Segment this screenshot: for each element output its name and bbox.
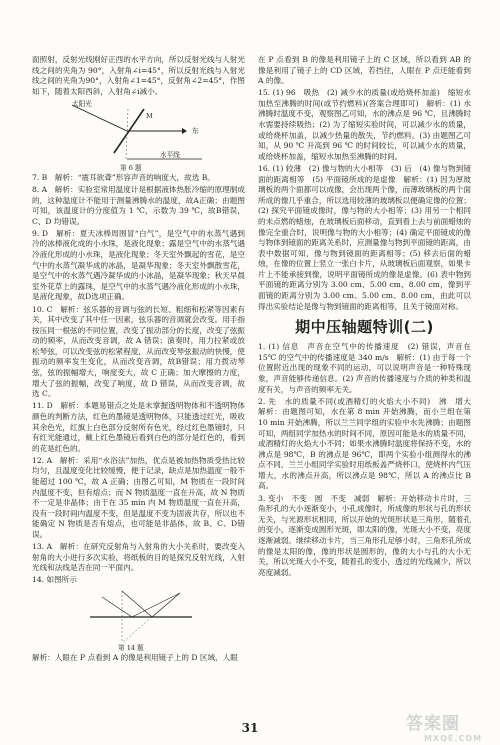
sun-label: 太阳光 — [72, 99, 92, 108]
section-title: 期中压轴题特训(二) — [295, 318, 434, 337]
mirror-label: M — [146, 111, 153, 120]
virtual-ray — [122, 617, 152, 643]
answer-7: 7. B 解析：“震耳欲聋”形容声音的响度大，故选 B。 — [32, 172, 215, 182]
arrow-head — [182, 128, 187, 134]
watermark-logo — [404, 714, 500, 745]
figure-q6 — [32, 99, 245, 173]
answer-8: 8. A 解析：实验室常用温度计是根据液体热胀冷缩的原理制成的，这种温度计不能用于测量沸腾水的温度，故A正确；由题图可知，该温度计的分度值为 1 ℃，示数为 39 ℃，故B错误，C、D 均错误。 — [32, 184, 245, 226]
reflection-diagram — [32, 99, 245, 173]
figure-caption: 第 6 题 — [120, 163, 142, 172]
answer-continued: 在 P 点看到 B 的像是利用镜子上的 C 区域，所以看到 AB 的像是利用了镜子上的 CD 区域，若挡住，人眼在 P 点还能看到 A 的像。 — [258, 55, 471, 86]
east-label: 东 — [192, 126, 199, 135]
watermark-text: 答案圈 — [406, 714, 460, 734]
ray-c — [102, 597, 132, 617]
horizon-label: 水平线 — [160, 150, 180, 159]
figure-caption: 第 14 题 — [118, 644, 144, 653]
answer-16: 16. (1) 较薄 (2) 像与物的大小相等 (3) 后 (4) 像与物到镜面的距离相等 (5) 平面镜所成的是虚像 解析：(1) 因为厚玻璃板的两个面都可以成像，会出现两个像，而薄玻璃板的两个面所成的像几乎重合，所以选用较薄的玻璃板以便确定像的位置；(2) 探究平面镜成像时，像与物的大小相等；(3) 用另一个相同的未点燃的蜡烛，在玻璃板后面移动，直到看上去与前面蜡烛的像完全重合时，说明像与物的大小相等；(4) 确定平面镜成的像与物体到镜面的距离关系时，应测量像与物到平面镜的距离，由表中数据可知，像与物到镜面的距离相等；(5) 移去后面的蜡烛，在像的位置上竖立一张白卡片，从玻璃板后面观察，如果卡片上不能承接到像，说明平面镜所成的像是虚像。(6) 表中物到平面镜的距离分别为 3.00 cm、5.00 cm、8.00 cm，像到平面镜的距离分别为 3.00 cm、5.00 cm、8.00 cm，由此可以得出实验结论是像与物到镜面的距离相等，且关于镜面对称。 — [258, 163, 471, 311]
right-column — [258, 55, 479, 580]
left-column — [32, 55, 245, 666]
answer-14-analysis: 解析：人眼在 P 点看到 A 的像是利用镜子上的 D 区域，人眼 — [32, 653, 238, 663]
answer-13: 13. A 解析：在研究反射角与入射角的大小关系时，要改变入射角的大小进行多次实验，将纸板的目的是探究反射光线，入射光线和法线是否在同一平面内。 — [32, 542, 245, 573]
page-number: 31 — [241, 721, 259, 735]
answer-12: 12. A 解析：采用“水浴法”加热，优点是被加热物质受热比较均匀，且温度变化比较缓慢，便于记录，缺点是加热温度一般不能超过 100 ℃，故 A 正确；由图乙可知，M 物质在一段时间内温度不变，但有熔点；而 N 物质温度一直在升高，故 N 物质不一定是非晶体；由于在 35 min 内 M 物质温度一直在升高，没有一段时间内温度不变，但是温度不变为固液共存，所以也不能确定 N 物质是否有熔点，也可能是非晶体，故 B、C、D错误。 — [32, 455, 245, 539]
answer-s2: 2. 先 水的质量不同(或酒精灯的火焰大小不同) 沸 增大 解析：由题图可知，水在第 8 min 开始沸腾，而小兰组在第 10 min 开始沸腾，所以兰兰同学组的实验中水先沸腾；由题图可知，两组同学加热水的时间不同，原因可能是水的质量不同，或酒精灯的火焰大小不同；如果水沸腾时温度将保持不变，水的沸点是 98℃，B 的沸点是 96℃，即两个实验小组测得水的沸点不同，兰兰小组同学实验时用纸板盖严烧杯口，使烧杯内气压增大，水的沸点升高，所以沸点是 98℃，所以 A 的沸点比 B 高。 — [258, 396, 479, 491]
answer-s1: 1. (1) 信息 声音在空气中的传播速度 (2) 错误，声音在 15℃ 的空气中的传播速度是 340 m/s 解析：(1) 由于每一个位置附近出现的现象不同的运动，可以说明声音是一种特殊现象，声音能够传递信息。(2) 声音的传播速度与介质的种类和温度有关，与声音的频率无关。 — [258, 342, 471, 394]
answer-11: 11. D 解析：本题易错点之处是未掌握透明物体和不透明物体颜色的判断方法，红色的墨镜是透明物体，只能透过红光，吸收其余色光，红旗上白色部分反射所有色光，经过红色墨镜时，只有红光能通过，戴上红色墨镜后看到白色的部分是红色的，看到的花是红色的。 — [32, 401, 245, 453]
watermark-url: MXQE.COM — [424, 734, 483, 743]
figure-q14 — [32, 587, 245, 653]
answer-continued: 面照射，反射光线刚好正西的水平方向，所以反射光线与人射光线之间的夹角为 90°，入射角∠i=45°，所以反射光线与入射光线之间的夹角为90°，入射角∠1=45°，反射角∠2=45°，作图如下，随着太阳西斜，入射角∠i减小。 — [32, 55, 245, 96]
answer-9: 9. D 解析：夏天冰棒周围冒“白气”，是空气中的水蒸气遇到冷的冰棒液化成的小水珠，是液化现象；露是空气中的水蒸气遇冷液化形成的小水珠，是液化现象；冬天室外飘起的雪花，是空气中的水蒸气凝华成的冰晶，是凝华现象；冬天室外飘散雪花，是空气中的水蒸气遇冷凝华成的小冰晶，是凝华现象；秋天早晨室外花草上的露珠，是空气中的水蒸气遇冷液化形成的小水珠，是液化现象，故D选项正确。 — [32, 228, 245, 302]
answer-15: 15. (1) 96 吸热 (2) 减少水的质量(或给烧杯加盖) 缩短水加热至沸腾的时间(或节约燃料)(答案合理即可) 解析：(1) 水沸腾时温度不变，观察图乙可知，水的沸点是 96 ℃，且沸腾时水需要持续吸热；(2) 为了缩短实验时间，可以减少水的质量，或给烧杯加盖，以减少热量的散失，节约燃料。(3) 由题图乙可知，从 90 ℃ 升高到 96 ℃ 的时间较长，可以减少水的质量，或给烧杯加盖，缩短水加热至沸腾的时间。 — [258, 88, 471, 161]
answer-s3: 3. 变小 不变 圆 不变 减弱 解析：开始移动卡片时，三角形孔的大小逐渐变小，小孔成像时，所成像的形状与孔的形状无关，与光源形状相同，所以开始的光斑形状是三角形，随着孔的变小，逐渐变成圆形光斑，即太阳的像，光斑大小不变，亮度逐渐减弱。继续移动卡片，当三角形孔足够小时，三角形孔所成的像是太阳的像，像的形状是圆形的，像的大小与孔的大小无关，所以光斑大小不变，随着孔的变小，透过的光线减少，所以亮度减弱。 — [258, 493, 471, 577]
answer-14: 14. 如图所示 — [32, 575, 77, 585]
answer-10: 10. C 解析：弦乐器的音调与弦的长短、粗细和松紧等因素有关，其中改变了其中任一因素，弦乐器的音调就会改变。用手指按压同一根弦的不同位置，改变了振动部分的长度，改变了弦振动的频率，从而改变音调，故 A 错误；演奏时，用力拉紧或放松琴弦，可以改变弦的松紧程度，从而改变琴弦振动的快慢，使振动的频率发生变化，从而改变音调，故B错误；用力拨动琴弦，弦的振幅增大，响度变大，故 C 正确；加大摩擦的力度，增大了弦的振幅，改变了响度，故 D 错误，从而改变音调，故选 C。 — [32, 304, 245, 399]
